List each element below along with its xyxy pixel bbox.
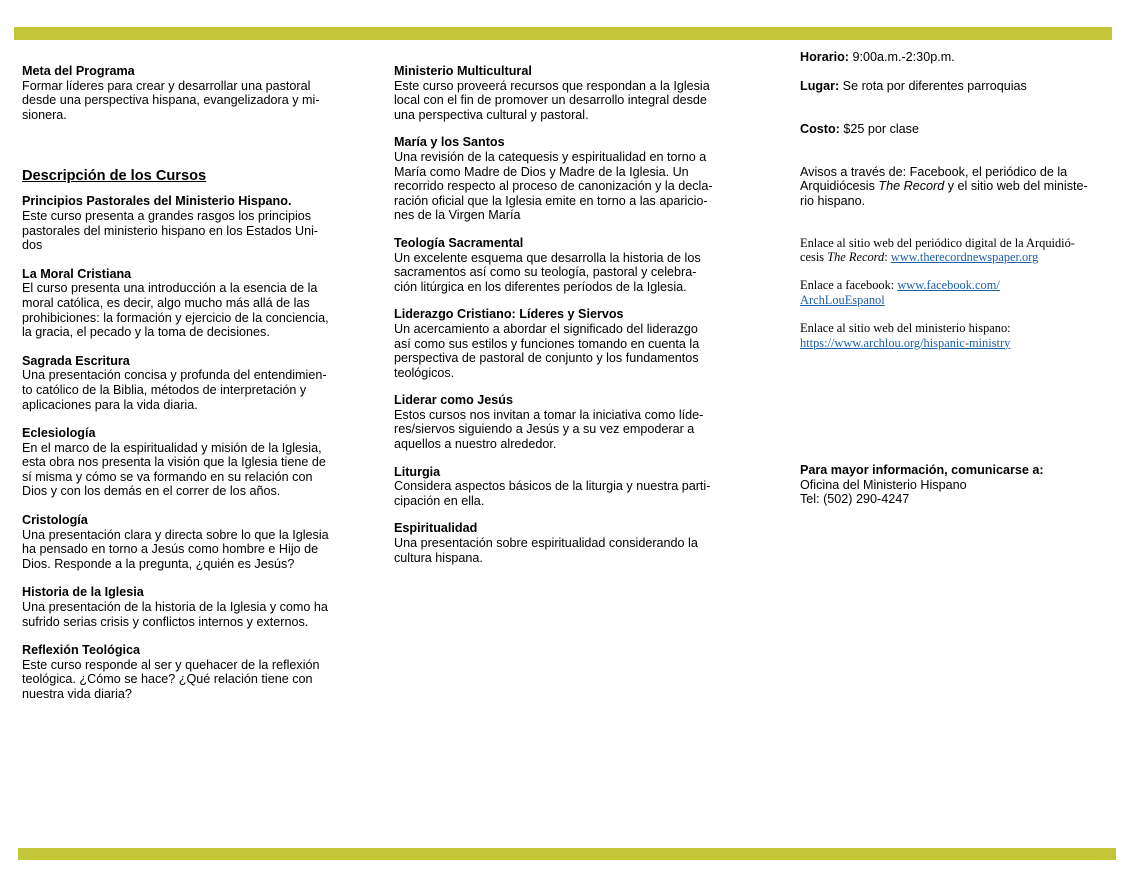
schedule-label: Horario: bbox=[800, 50, 849, 64]
program-goal-text: Formar líderes para crear y desarrollar una pastoral desde una perspectiva hispana, evangelizadora y mi- sionera. bbox=[22, 78, 320, 122]
course-text: Estos cursos nos invitan a tomar la iniciativa como líde- res/siervos siguiendo a Jesús y a su vez empoderar a aquellos a nuestro alrededor. bbox=[394, 407, 704, 452]
course-item bbox=[394, 307, 739, 380]
contact-heading: Para mayor información, comunicarse a: bbox=[800, 463, 1044, 477]
course-title: Historia de la Iglesia bbox=[22, 585, 144, 600]
facebook-link-pre: Enlace a facebook: bbox=[800, 278, 898, 293]
course-text: El curso presenta una introducción a la esencia de la moral católica, es decir, algo mucho más allá de las prohibiciones: la formación y ejercicio de la conciencia, la gracia, el pecado y la toma de decisiones. bbox=[22, 281, 329, 340]
course-item bbox=[22, 354, 352, 412]
course-item bbox=[394, 521, 739, 565]
course-item bbox=[394, 135, 739, 223]
record-link[interactable]: www.therecordnewspaper.org bbox=[890, 249, 1039, 264]
course-item bbox=[22, 194, 352, 252]
contact-phone: Tel: (502) 290-4247 bbox=[800, 492, 910, 507]
contact-office: Oficina del Ministerio Hispano bbox=[800, 477, 967, 492]
course-item bbox=[394, 236, 739, 294]
course-title: Ministerio Multicultural bbox=[394, 64, 532, 78]
cost-label: Costo: bbox=[800, 122, 840, 137]
course-item bbox=[22, 426, 352, 499]
contact-block bbox=[800, 463, 1115, 507]
course-title: Sagrada Escritura bbox=[22, 353, 130, 368]
course-title: Cristología bbox=[22, 513, 88, 528]
course-text: Este curso proveerá recursos que respondan a la Iglesia local con el fin de promover un desarrollo integral desde una perspectiva cultural y pastoral. bbox=[394, 78, 710, 122]
course-title: María y los Santos bbox=[394, 135, 505, 150]
hispanic-ministry-link[interactable]: https://www.archlou.org/hispanic-ministry bbox=[800, 335, 1011, 350]
course-item bbox=[394, 64, 739, 122]
course-description-heading: Descripción de los Cursos bbox=[22, 168, 207, 185]
course-title: Teología Sacramental bbox=[394, 235, 524, 250]
facebook-link-line bbox=[800, 278, 1115, 307]
course-title: Liturgia bbox=[394, 464, 441, 479]
top-accent-bar bbox=[14, 27, 1112, 40]
hispanic-ministry-link-line bbox=[800, 321, 1115, 350]
announcements-text bbox=[800, 165, 1115, 209]
record-link-pre: Enlace al sitio web del periódico digital de la Arquidió- cesis bbox=[800, 235, 1075, 264]
course-item bbox=[22, 643, 352, 701]
course-title: Principios Pastorales del Ministerio Hispano. bbox=[22, 194, 292, 209]
course-text: En el marco de la espiritualidad y misión de la Iglesia, esta obra nos presenta la visión que la Iglesia tiene de sí misma y cómo se va formando en su relación con Dios y con los demás en el correr de los años. bbox=[22, 440, 326, 499]
schedule-value: 9:00a.m.-2:30p.m. bbox=[848, 50, 955, 64]
course-text: Una presentación de la historia de la Iglesia y como ha sufrido serias crisis y conflictos internos y externos. bbox=[22, 600, 328, 629]
program-goal-title: Meta del Programa bbox=[22, 64, 135, 78]
course-text: Un acercamiento a abordar el significado del liderazgo así como sus estilos y funciones tomando en cuenta la perspectiva de pastoral de conjunto y los fundamentos teológicos. bbox=[394, 321, 700, 380]
left-column bbox=[22, 64, 352, 702]
right-column bbox=[800, 50, 1115, 507]
course-title: Reflexión Teológica bbox=[22, 643, 141, 658]
course-text: Este curso responde al ser y quehacer de la reflexión teológica. ¿Cómo se hace? ¿Qué relación tiene con nuestra vida diaria? bbox=[22, 657, 320, 701]
middle-column bbox=[394, 64, 739, 565]
location-label: Lugar: bbox=[800, 78, 840, 93]
record-link-line bbox=[800, 236, 1115, 265]
course-title: Espiritualidad bbox=[394, 521, 478, 536]
course-item bbox=[22, 585, 352, 629]
course-item bbox=[22, 267, 352, 340]
location-value: Se rota por diferentes parroquias bbox=[839, 78, 1027, 93]
course-title: La Moral Cristiana bbox=[22, 266, 132, 281]
bottom-accent-bar bbox=[18, 848, 1116, 860]
course-text: Este curso presenta a grandes rasgos los principios pastorales del ministerio hispano en los Estados Uni- dos bbox=[22, 208, 319, 253]
cost-value: $25 por clase bbox=[839, 122, 919, 137]
course-text: Considera aspectos básicos de la liturgia y nuestra parti- cipación en ella. bbox=[394, 479, 711, 508]
facebook-link[interactable]: www.facebook.com/ bbox=[897, 278, 1000, 293]
record-name: The Record bbox=[878, 179, 945, 194]
course-title: Eclesiología bbox=[22, 426, 96, 441]
course-text: Una presentación clara y directa sobre lo que la Iglesia ha pensado en torno a Jesús como hombre e Hijo de Dios. Responde a la pregunta, ¿quién es Jesús? bbox=[22, 527, 329, 571]
course-item bbox=[394, 465, 739, 509]
announcements-post: y el sitio web del ministe- rio hispano. bbox=[800, 179, 1088, 208]
record-link-colon: : bbox=[884, 249, 891, 264]
location-line bbox=[800, 79, 1115, 94]
course-text: Una revisión de la catequesis y espiritualidad en torno a María como Madre de Dios y Madre de la Iglesia. Un recorrido respecto al proceso de canonización y la decla- ración oficial que la Iglesia emite en torno a las aparicio- nes de la Virgen María bbox=[394, 149, 713, 223]
facebook-link-continued[interactable]: ArchLouEspanol bbox=[800, 292, 885, 307]
course-text: Un excelente esquema que desarrolla la historia de los sacramentos así como su teología, pastoral y celebra- ción litúrgica en los diferentes períodos de la Iglesia. bbox=[394, 250, 701, 294]
course-item bbox=[394, 393, 739, 451]
course-text: Una presentación concisa y profunda del entendimien- to católico de la Biblia, métodos de interpretación y aplicaciones para la vida diaria. bbox=[22, 368, 327, 412]
course-title: Liderar como Jesús bbox=[394, 393, 513, 408]
program-goal-section bbox=[22, 64, 352, 122]
cost-line bbox=[800, 122, 1115, 137]
announcements-pre: Avisos a través de: Facebook, el periódico de la Arquidiócesis bbox=[800, 164, 1068, 194]
hispanic-ministry-link-pre: Enlace al sitio web del ministerio hispano: bbox=[800, 321, 1011, 336]
course-title: Liderazgo Cristiano: Líderes y Siervos bbox=[394, 307, 624, 322]
course-item bbox=[22, 513, 352, 571]
record-link-name: The Record bbox=[827, 249, 885, 264]
schedule-line bbox=[800, 50, 1115, 65]
course-text: Una presentación sobre espiritualidad considerando la cultura hispana. bbox=[394, 536, 698, 565]
